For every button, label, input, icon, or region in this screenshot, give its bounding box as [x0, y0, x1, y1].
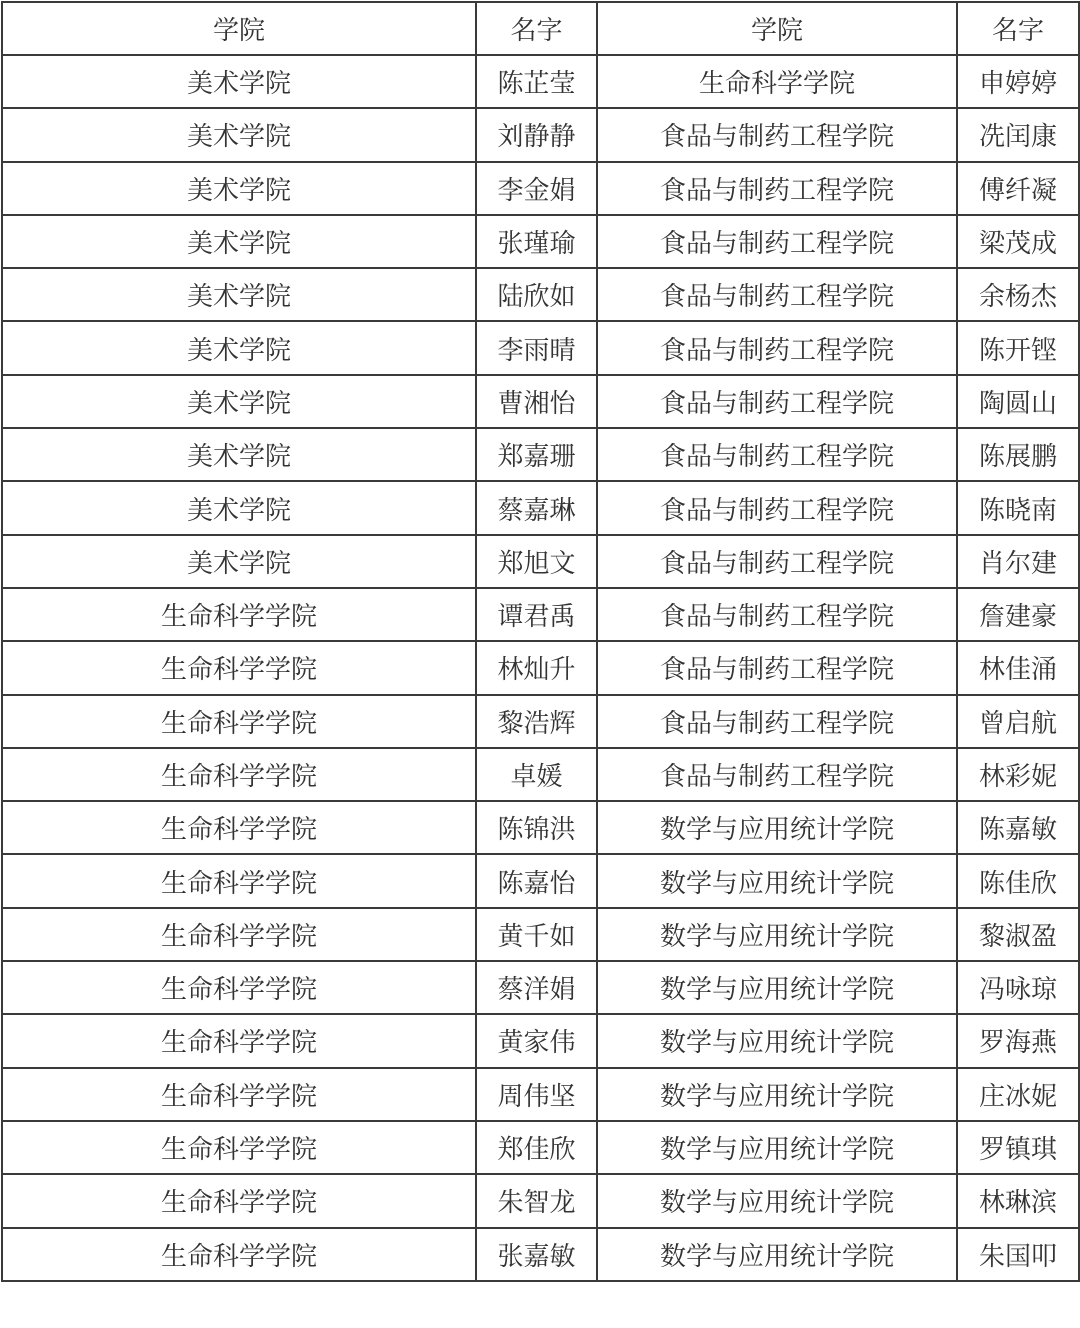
- name-left-cell: 郑旭文: [476, 535, 597, 588]
- college-right-cell: 食品与制药工程学院: [597, 428, 957, 481]
- college-left-cell: 生命科学学院: [2, 854, 476, 907]
- table-row: [2, 1014, 1079, 1067]
- college-left-cell: 美术学院: [2, 481, 476, 534]
- header-row: [2, 2, 1079, 55]
- name-right-cell: 陈展鹏: [957, 428, 1079, 481]
- college-right-cell: 数学与应用统计学院: [597, 1121, 957, 1174]
- table-row: [2, 588, 1079, 641]
- table-row: [2, 1174, 1079, 1227]
- name-right-cell: 詹建豪: [957, 588, 1079, 641]
- college-right-cell: 食品与制药工程学院: [597, 641, 957, 694]
- name-left-cell: 李金娟: [476, 162, 597, 215]
- college-right-cell: 食品与制药工程学院: [597, 535, 957, 588]
- name-left-cell: 郑嘉珊: [476, 428, 597, 481]
- college-left-cell: 生命科学学院: [2, 588, 476, 641]
- header-college-right: 学院: [597, 2, 957, 55]
- name-right-cell: 朱国叩: [957, 1228, 1079, 1281]
- name-left-cell: 蔡嘉琳: [476, 481, 597, 534]
- name-left-cell: 陆欣如: [476, 268, 597, 321]
- college-left-cell: 美术学院: [2, 268, 476, 321]
- name-right-cell: 梁茂成: [957, 215, 1079, 268]
- college-right-cell: 食品与制药工程学院: [597, 321, 957, 374]
- name-left-cell: 郑佳欣: [476, 1121, 597, 1174]
- table-row: [2, 801, 1079, 854]
- table-header: [2, 2, 1079, 55]
- header-college-left: 学院: [2, 2, 476, 55]
- name-right-cell: 陈嘉敏: [957, 801, 1079, 854]
- name-right-cell: 肖尔建: [957, 535, 1079, 588]
- college-left-cell: 生命科学学院: [2, 1228, 476, 1281]
- college-left-cell: 生命科学学院: [2, 961, 476, 1014]
- college-right-cell: 生命科学学院: [597, 55, 957, 108]
- college-right-cell: 食品与制药工程学院: [597, 588, 957, 641]
- college-left-cell: 美术学院: [2, 215, 476, 268]
- college-left-cell: 生命科学学院: [2, 908, 476, 961]
- name-right-cell: 黎淑盈: [957, 908, 1079, 961]
- name-right-cell: 曾启航: [957, 695, 1079, 748]
- table-row: [2, 641, 1079, 694]
- name-right-cell: 陈晓南: [957, 481, 1079, 534]
- table-body: [2, 55, 1079, 1281]
- college-left-cell: 生命科学学院: [2, 641, 476, 694]
- table-row: [2, 854, 1079, 907]
- name-right-cell: 冯咏琼: [957, 961, 1079, 1014]
- college-left-cell: 美术学院: [2, 535, 476, 588]
- college-left-cell: 生命科学学院: [2, 1121, 476, 1174]
- name-left-cell: 卓媛: [476, 748, 597, 801]
- college-left-cell: 生命科学学院: [2, 748, 476, 801]
- name-right-cell: 罗镇琪: [957, 1121, 1079, 1174]
- college-left-cell: 美术学院: [2, 428, 476, 481]
- table-row: [2, 748, 1079, 801]
- name-left-cell: 李雨晴: [476, 321, 597, 374]
- name-left-cell: 林灿升: [476, 641, 597, 694]
- name-left-cell: 陈锦洪: [476, 801, 597, 854]
- college-right-cell: 食品与制药工程学院: [597, 481, 957, 534]
- college-right-cell: 数学与应用统计学院: [597, 908, 957, 961]
- name-left-cell: 黎浩辉: [476, 695, 597, 748]
- name-right-cell: 余杨杰: [957, 268, 1079, 321]
- table-row: [2, 268, 1079, 321]
- college-right-cell: 食品与制药工程学院: [597, 748, 957, 801]
- college-right-cell: 食品与制药工程学院: [597, 162, 957, 215]
- college-right-cell: 食品与制药工程学院: [597, 268, 957, 321]
- college-left-cell: 生命科学学院: [2, 801, 476, 854]
- name-right-cell: 林琳滨: [957, 1174, 1079, 1227]
- college-right-cell: 数学与应用统计学院: [597, 854, 957, 907]
- table-row: [2, 1228, 1079, 1281]
- college-left-cell: 美术学院: [2, 55, 476, 108]
- college-right-cell: 数学与应用统计学院: [597, 1068, 957, 1121]
- name-left-cell: 陈嘉怡: [476, 854, 597, 907]
- college-right-cell: 食品与制药工程学院: [597, 695, 957, 748]
- table-row: [2, 695, 1079, 748]
- table-row: [2, 321, 1079, 374]
- name-right-cell: 申婷婷: [957, 55, 1079, 108]
- college-left-cell: 美术学院: [2, 162, 476, 215]
- table-row: [2, 162, 1079, 215]
- college-left-cell: 生命科学学院: [2, 1068, 476, 1121]
- college-left-cell: 生命科学学院: [2, 695, 476, 748]
- college-left-cell: 美术学院: [2, 108, 476, 161]
- table-row: [2, 1121, 1079, 1174]
- college-left-cell: 生命科学学院: [2, 1174, 476, 1227]
- name-right-cell: 林彩妮: [957, 748, 1079, 801]
- name-right-cell: 庄冰妮: [957, 1068, 1079, 1121]
- table-row: [2, 535, 1079, 588]
- name-left-cell: 黄家伟: [476, 1014, 597, 1067]
- name-right-cell: 陈佳欣: [957, 854, 1079, 907]
- college-left-cell: 美术学院: [2, 321, 476, 374]
- table-row: [2, 908, 1079, 961]
- name-right-cell: 陶圆山: [957, 375, 1079, 428]
- college-right-cell: 数学与应用统计学院: [597, 1174, 957, 1227]
- table-row: [2, 215, 1079, 268]
- name-left-cell: 陈芷莹: [476, 55, 597, 108]
- name-left-cell: 张瑾瑜: [476, 215, 597, 268]
- name-right-cell: 林佳涌: [957, 641, 1079, 694]
- name-left-cell: 周伟坚: [476, 1068, 597, 1121]
- college-right-cell: 数学与应用统计学院: [597, 961, 957, 1014]
- college-left-cell: 美术学院: [2, 375, 476, 428]
- table-row: [2, 108, 1079, 161]
- table-row: [2, 481, 1079, 534]
- name-left-cell: 张嘉敏: [476, 1228, 597, 1281]
- college-right-cell: 数学与应用统计学院: [597, 1228, 957, 1281]
- table-row: [2, 1068, 1079, 1121]
- college-left-cell: 生命科学学院: [2, 1014, 476, 1067]
- name-left-cell: 黄千如: [476, 908, 597, 961]
- name-left-cell: 曹湘怡: [476, 375, 597, 428]
- name-left-cell: 刘静静: [476, 108, 597, 161]
- name-left-cell: 蔡洋娟: [476, 961, 597, 1014]
- college-right-cell: 食品与制药工程学院: [597, 375, 957, 428]
- name-left-cell: 谭君禹: [476, 588, 597, 641]
- college-right-cell: 食品与制药工程学院: [597, 215, 957, 268]
- header-name-left: 名字: [476, 2, 597, 55]
- table-row: [2, 55, 1079, 108]
- header-name-right: 名字: [957, 2, 1079, 55]
- name-right-cell: 傅纤凝: [957, 162, 1079, 215]
- name-right-cell: 陈开铿: [957, 321, 1079, 374]
- college-right-cell: 数学与应用统计学院: [597, 801, 957, 854]
- table-row: [2, 428, 1079, 481]
- college-right-cell: 食品与制药工程学院: [597, 108, 957, 161]
- college-right-cell: 数学与应用统计学院: [597, 1014, 957, 1067]
- name-left-cell: 朱智龙: [476, 1174, 597, 1227]
- name-right-cell: 冼闰康: [957, 108, 1079, 161]
- name-list-table: [1, 1, 1080, 1282]
- table-row: [2, 961, 1079, 1014]
- table-row: [2, 375, 1079, 428]
- name-right-cell: 罗海燕: [957, 1014, 1079, 1067]
